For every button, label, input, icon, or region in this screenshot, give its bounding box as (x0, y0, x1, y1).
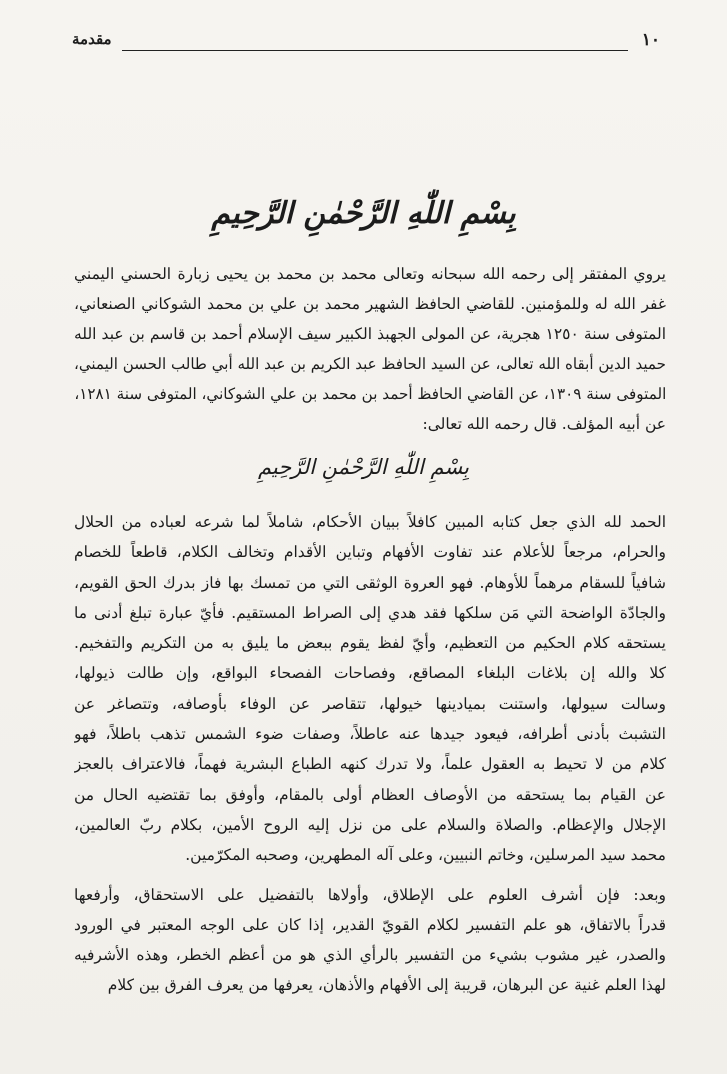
body-line: شافياً للسقام مرهماً للأوهام. فهو العروة الوثقى التي من تمسك بها فاز بدرك الحق القويم، (74, 573, 666, 592)
body-line: محمد سيد المرسلين، وخاتم النبيين، وعلى آله المطهرين، وصحبه المكرّمين. (185, 846, 666, 865)
closing-line: قدراً بالاتفاق، هو علم التفسير لكلام القويّ القدير، إذا كان على الوجه المعتبر في الورود (74, 916, 666, 934)
intro-line: المتوفى سنة ١٢٥٠ هجرية، عن المولى الجهبذ الكبير سيف الإسلام أحمد بن قاسم بن عبد الله (74, 325, 666, 343)
body-line: وسالت سيولها، واستنت بميادينها خيولها، تتقاصر عن الوفاء بأوصافه، وتتصاغر عن (74, 694, 666, 713)
body-line: التشبث بأدنى أطرافه، فيعود جيدها عنه عاطلاً، وصفات ضوء الشمس تذهب باطلاً، فهو (74, 725, 666, 744)
bleed-through-text (80, 80, 660, 102)
intro-line: المتوفى سنة ١٣٠٩، عن القاضي الحافظ أحمد بن محمد بن علي الشوكاني، المتوفى سنة ١٢٨١، (74, 385, 666, 403)
closing-line: والصدر، غير مشوب بشيء من التفسير بالرأي الذي هو من أعظم الخطر، وهذه الأشرفيه (74, 946, 666, 964)
header-rule (122, 50, 628, 51)
intro-line: غفر الله له وللمؤمنين. للقاضي الحافظ الشهير محمد بن علي بن محمد الشوكاني الصنعاني، (74, 295, 666, 313)
body-line: يستحقه كلام الحكيم من التعظيم، وأيّ لفظ يقوم ببعض ما يليق به من التكريم والتفخيم. (74, 634, 666, 653)
body-line: الإجلال والإعظام. والصلاة والسلام على من نزل إليه الروح الأمين، بكلام ربّ العالمين، (74, 815, 666, 834)
body-line: والجادّة الواضحة التي مَن سلكها فقد هدي إلى الصراط المستقيم. فأيّ عبارة تبلغ أدنى ما (74, 603, 666, 622)
page-number: ١٠ (641, 30, 660, 50)
body-line: كلام من لا تحيط به العقول علماً، ولا تدرك كنهه الطباع البشرية فهماً، فالاعتراف بالعجز (74, 755, 666, 774)
hamd-paragraph (74, 507, 666, 871)
page-header (68, 30, 662, 58)
body-line: عن القيام بما يستحقه من الأوصاف العظام أولى بالمقام، وأوفق بما تقتضيه الحال من (74, 785, 666, 804)
intro-line: عن أبيه المؤلف. قال رحمه الله تعالى: (422, 415, 666, 433)
body-line: الحمد لله الذي جعل كتابه المبين كافلاً ببيان الأحكام، شاملاً لما شرعه لعباده من الحلال (74, 513, 666, 531)
intro-line: يروي المفتقر إلى رحمه الله سبحانه وتعالى محمد بن محمد بن يحيى زبارة الحسني اليمني (74, 265, 666, 283)
basmala-large: بِسْمِ اللّٰهِ الرَّحْمٰنِ الرَّحِيمِ (211, 196, 516, 231)
intro-line: حميد الدين أبقاه الله تعالى، عن السيد الحافظ عبد الكريم بن عبد الله أبي طالب الحسن اليمني، (74, 355, 666, 373)
running-title: مقدمة (72, 30, 112, 48)
body-line: كلا والله إن بلاغات البلغاء المصاقع، وفصاحات الفصحاء البواقع، وإن طالت ذيولها، (74, 664, 666, 683)
intro-paragraph (74, 259, 666, 439)
closing-line: لهذا العلم غنية عن البرهان، قريبة إلى الأفهام والأذهان، يعرفها من يعرف الفرق بين كلام (107, 976, 666, 994)
closing-paragraph (74, 880, 666, 1000)
body-line: والحرام، مرجعاً للأعلام عند تفاوت الأفهام وتباين الأقدام وتخالف الكلام، قاطعاً للخصام (74, 543, 666, 562)
closing-line: وبعد: فإن أشرف العلوم على الإطلاق، وأولاها بالتفضيل على الاستحقاق، وأرفعها (74, 886, 666, 904)
basmala-small: بِسْمِ اللّٰهِ الرَّحْمٰنِ الرَّحِيمِ (257, 455, 470, 479)
